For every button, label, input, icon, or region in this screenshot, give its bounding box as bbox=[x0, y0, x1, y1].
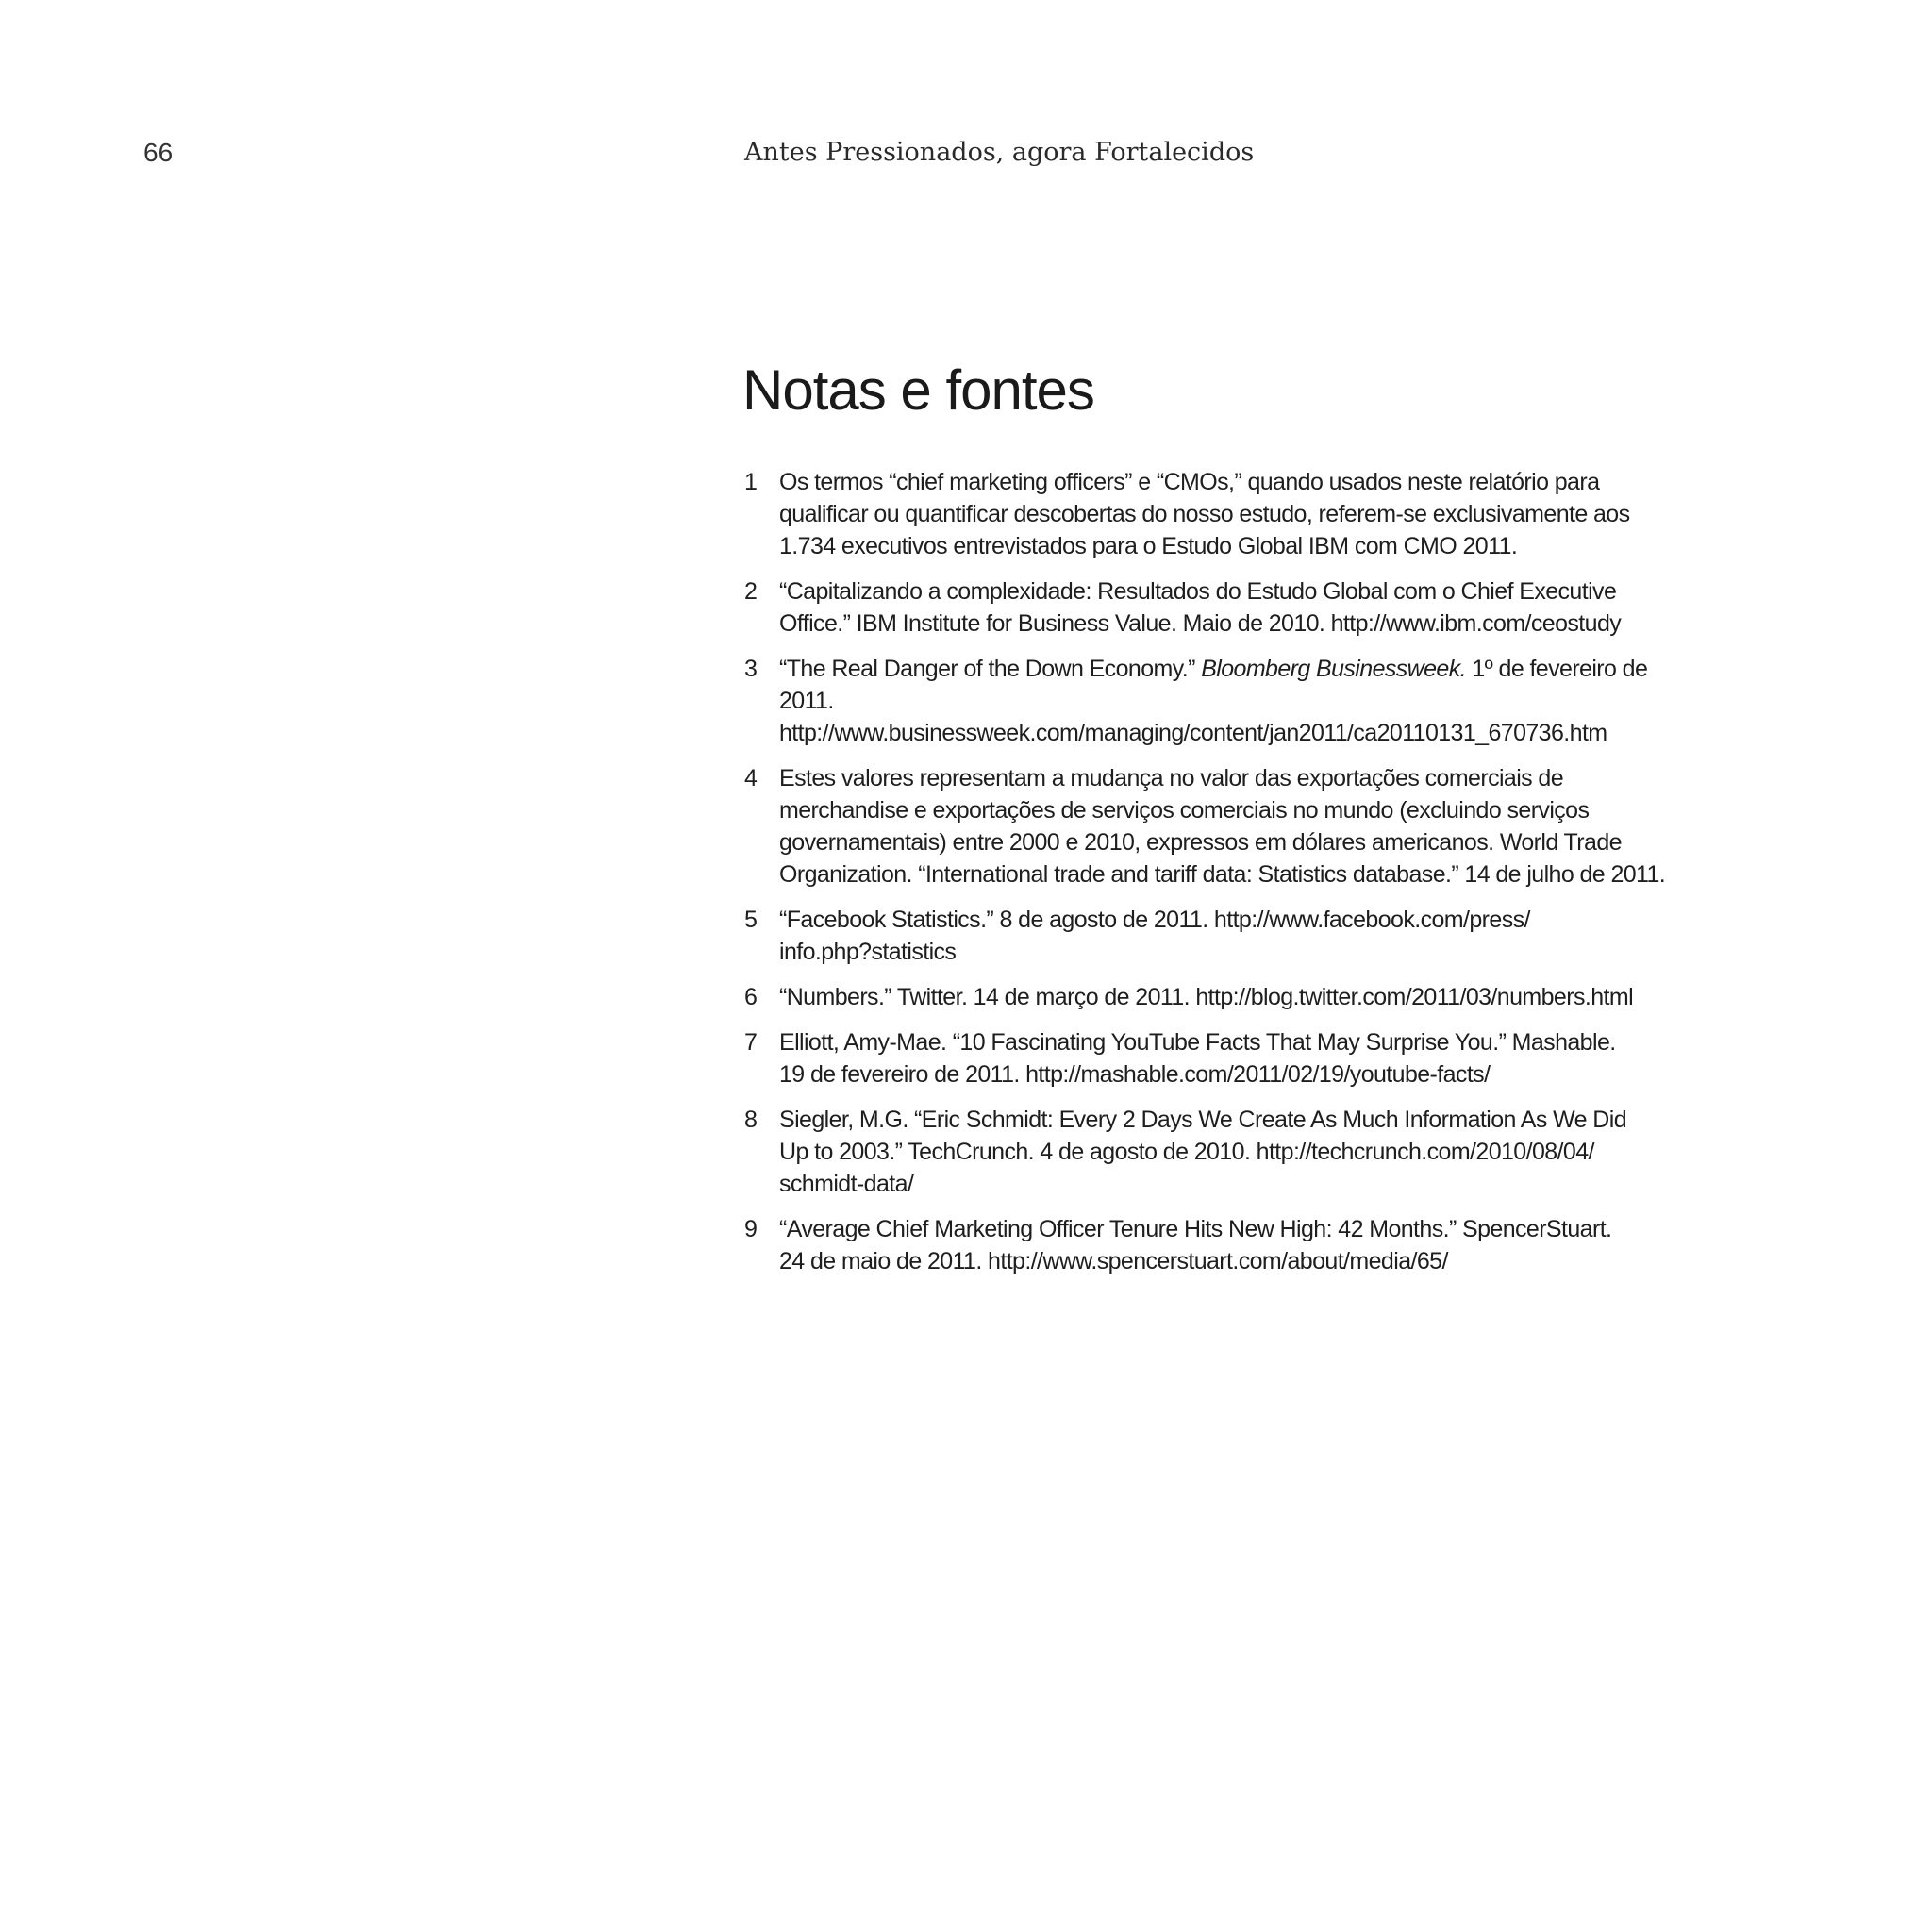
note-number: 1 bbox=[744, 469, 758, 495]
note-text bbox=[779, 653, 1669, 749]
note-line: merchandise e exportações de serviços comerciais no mundo (excluindo serviços bbox=[779, 797, 1590, 824]
note-line: Siegler, M.G. “Eric Schmidt: Every 2 Days We Create As Much Information As We Did bbox=[779, 1107, 1627, 1133]
note-line: Up to 2003.” TechCrunch. 4 de agosto de 2010. http://techcrunch.com/2010/08/04/ bbox=[779, 1139, 1594, 1165]
note-item bbox=[744, 575, 1669, 640]
section-title: Notas e fontes bbox=[742, 358, 1094, 422]
note-number: 7 bbox=[744, 1029, 758, 1056]
note-text bbox=[779, 762, 1669, 891]
note-italic-source: Bloomberg Businessweek. bbox=[1201, 656, 1466, 682]
note-text bbox=[779, 1213, 1669, 1277]
note-line: 19 de fevereiro de 2011. http://mashable.com/2011/02/19/youtube-facts/ bbox=[779, 1061, 1491, 1088]
note-item bbox=[744, 762, 1669, 891]
note-item bbox=[744, 466, 1669, 562]
note-line: “Average Chief Marketing Officer Tenure Hits New High: 42 Months.” SpencerStuart. bbox=[779, 1216, 1612, 1242]
note-number: 3 bbox=[744, 656, 758, 682]
note-text-segment: “The Real Danger of the Down Economy.” bbox=[779, 656, 1202, 682]
note-text bbox=[779, 904, 1669, 968]
note-number: 2 bbox=[744, 578, 758, 605]
note-item bbox=[744, 1026, 1669, 1091]
note-line: Estes valores representam a mudança no valor das exportações comerciais de bbox=[779, 765, 1564, 791]
note-line: Office.” IBM Institute for Business Value. Maio de 2010. http://www.ibm.com/ceostudy bbox=[779, 610, 1622, 637]
page-number: 66 bbox=[143, 138, 174, 167]
note-line: Os termos “chief marketing officers” e “CMOs,” quando usados neste relatório para bbox=[779, 469, 1600, 495]
note-number: 8 bbox=[744, 1107, 758, 1133]
note-line: 1.734 executivos entrevistados para o Estudo Global IBM com CMO 2011. bbox=[779, 533, 1518, 559]
note-item bbox=[744, 904, 1669, 968]
note-number: 5 bbox=[744, 907, 758, 933]
note-line: “Facebook Statistics.” 8 de agosto de 2011. http://www.facebook.com/press/ bbox=[779, 907, 1530, 933]
note-text bbox=[779, 466, 1669, 562]
note-line: governamentais) entre 2000 e 2010, expressos em dólares americanos. World Trade bbox=[779, 829, 1622, 856]
note-line bbox=[779, 653, 1669, 717]
note-text bbox=[779, 575, 1669, 640]
note-text-segment: 1º de fevereiro de 2011. bbox=[779, 656, 1648, 714]
note-number: 9 bbox=[744, 1216, 758, 1242]
note-item bbox=[744, 653, 1669, 749]
note-text bbox=[779, 1026, 1669, 1091]
running-title: Antes Pressionados, agora Fortalecidos bbox=[744, 138, 1255, 167]
notes-list bbox=[744, 466, 1669, 1291]
note-number: 6 bbox=[744, 984, 758, 1010]
note-number: 4 bbox=[744, 765, 758, 791]
note-line: “Numbers.” Twitter. 14 de março de 2011. http://blog.twitter.com/2011/03/numbers.html bbox=[779, 984, 1634, 1010]
note-item bbox=[744, 981, 1669, 1013]
note-item bbox=[744, 1213, 1669, 1277]
note-text bbox=[779, 1104, 1669, 1200]
note-line: Organization. “International trade and tariff data: Statistics database.” 14 de julho de 2011. bbox=[779, 861, 1666, 888]
note-line: http://www.businessweek.com/managing/content/jan2011/ca20110131_670736.htm bbox=[779, 720, 1607, 746]
note-line: 24 de maio de 2011. http://www.spencerstuart.com/about/media/65/ bbox=[779, 1248, 1448, 1274]
note-line: info.php?statistics bbox=[779, 939, 957, 965]
note-text bbox=[779, 981, 1669, 1013]
note-item bbox=[744, 1104, 1669, 1200]
note-line: “Capitalizando a complexidade: Resultados do Estudo Global com o Chief Executive bbox=[779, 578, 1617, 605]
note-line: qualificar ou quantificar descobertas do nosso estudo, referem-se exclusivamente aos bbox=[779, 501, 1630, 527]
note-line: Elliott, Amy-Mae. “10 Fascinating YouTube Facts That May Surprise You.” Mashable. bbox=[779, 1029, 1616, 1056]
note-line: schmidt-data/ bbox=[779, 1171, 914, 1197]
